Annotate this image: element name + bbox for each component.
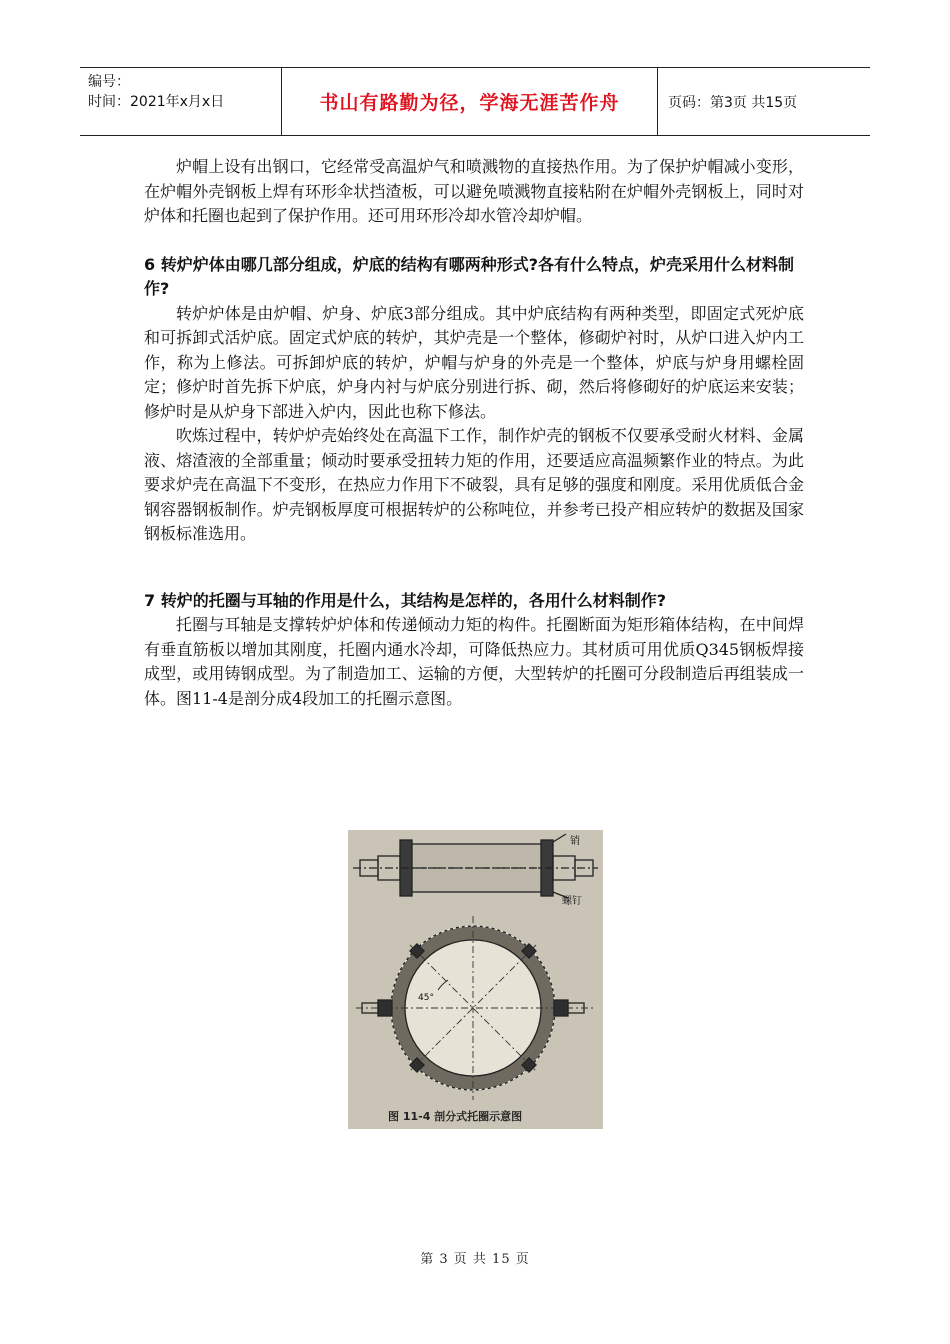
page-footer: 第 3 页 共 15 页 [420,1252,530,1267]
page-header [80,67,870,136]
label-pin: 销 [570,836,580,847]
header-page-info: 页码：第3页 共15页 [668,94,798,111]
paragraph-1: 炉帽上设有出钢口，它经常受高温炉气和喷溅物的直接热作用。为了保护炉帽减小变形，在炉帽外壳钢板上焊有环形伞状挡渣板，可以避免喷溅物直接粘附在炉帽外壳钢板上，同时对炉体和托圈也起到了保护作用。还可用环形冷却水管冷却炉帽。 [144,157,804,225]
paragraph-4: 托圈与耳轴是支撑转炉炉体和传递倾动力矩的构件。托圈断面为矩形箱体结构，在中间焊有垂直筋板以增加其刚度，托圈内通水冷却，可降低热应力。其材质可用优质Q345钢板焊接成型，或用铸钢成型。为了制造加工、运输的方便，大型转炉的托圈可分段制造后再组装成一体。图11-4是剖分成4段加工的托圈示意图。 [144,615,804,708]
question-6: 6 转炉炉体由哪几部分组成，炉底的结构有哪两种形式?各有什么特点，炉壳采用什么材料制作? [144,254,794,298]
number-label: 编号： [88,74,130,90]
label-angle: 45° [418,993,434,1003]
question-7: 7 转炉的托圈与耳轴的作用是什么，其结构是怎样的，各用什么材料制作? [144,590,666,610]
paragraph-3: 吹炼过程中，转炉炉壳始终处在高温下工作，制作炉壳的钢板不仅要承受耐火材料、金属液、熔渣液的全部重量；倾动时要承受扭转力矩的作用，还要适应高温频繁作业的特点。为此要求炉壳在高温下不变形，在热应力作用下不破裂，具有足够的强度和刚度。采用优质低合金钢容器钢板制作。炉壳钢板厚度可根据转炉的公称吨位，并参考已投产相应转炉的数据及国家钢板标准选用。 [144,426,804,543]
time-label: 时间：2021年x月x日 [88,94,225,110]
header-motto: 书山有路勤为径，学海无涯苦作舟 [281,68,658,135]
header-meta [80,68,281,135]
trunnion-ring-diagram [348,830,603,1129]
body-content [144,155,804,711]
figure-caption: 图 11-4 剖分式托圈示意图 [388,1110,523,1123]
paragraph-2: 转炉炉体是由炉帽、炉身、炉底3部分组成。其中炉底结构有两种类型，即固定式死炉底和可拆卸式活炉底。固定式炉底的转炉，其炉壳是一个整体，修砌炉衬时，从炉口进入炉内工作，称为上修法。可拆卸炉底的转炉，炉帽与炉身的外壳是一个整体，炉底与炉身用螺栓固定；修炉时首先拆下炉底，炉身内衬与炉底分别进行拆、砌，然后将修砌好的炉底运来安装；修炉时是从炉身下部进入炉内，因此也称下修法。 [144,303,804,421]
label-bolt: 螺钉 [562,896,582,907]
trunnion-ring-figure [348,830,603,1129]
